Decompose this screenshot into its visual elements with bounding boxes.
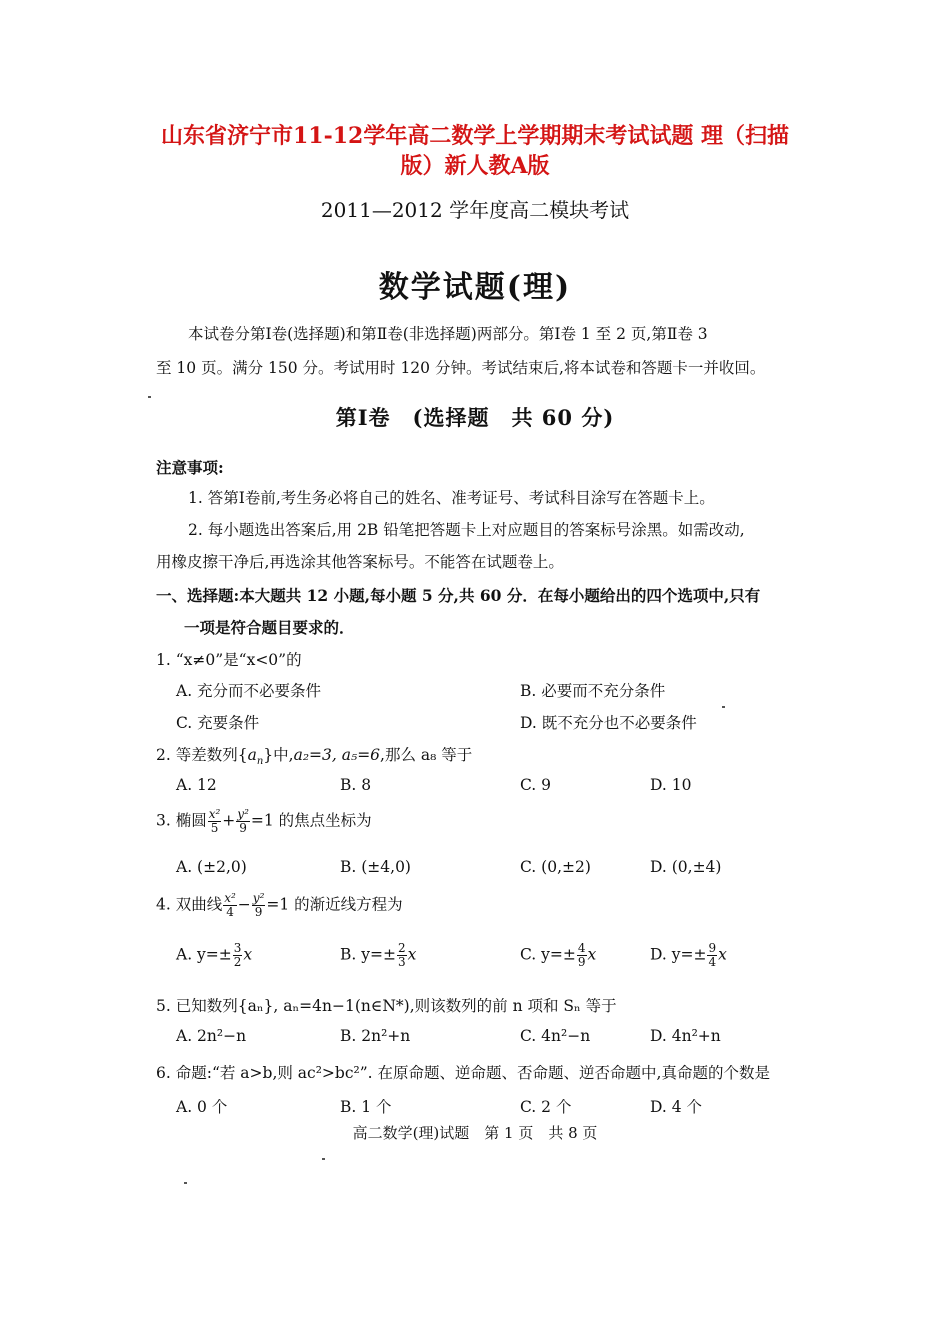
question-1-option-b: B. 必要而不充分条件: [520, 682, 666, 700]
question-6-stem: 6. 命题:“若 a>b,则 ac²>bc²”. 在原命题、逆命题、否命题、逆否命题中,真命题的个数是: [156, 1064, 770, 1082]
fraction: $\frac{\text{x²}}{4}$: [224, 891, 236, 919]
question-1-option-c: C. 充要条件: [176, 714, 260, 732]
scan-speck: [722, 706, 725, 708]
part1-instructions-line1: 一、选择题:本大题共 12 小题,每小题 5 分,共 60 分．在每小题给出的四个选项中,只有: [156, 586, 761, 605]
exam-main-title: 数学试题(理): [378, 270, 572, 305]
question-2-option-d: D. 10: [650, 776, 692, 794]
question-5-option-c: C. 4n²−n: [520, 1027, 591, 1045]
question-5-stem: 5. 已知数列{aₙ}, aₙ=4n−1(n∈N*),则该数列的前 n 项和 Sₙ 等于: [156, 997, 617, 1015]
question-4-option-a: A. y=± $\frac{3}{2}$ x: [176, 941, 253, 969]
question-3-option-d: D. (0,±4): [650, 858, 722, 876]
document-title-line2: 版）新人教A版: [400, 153, 550, 179]
question-5-option-d: D. 4n²+n: [650, 1027, 721, 1045]
question-6-option-c: C. 2 个: [520, 1098, 572, 1116]
part1-instructions-line2: 一项是符合题目要求的．: [184, 618, 355, 637]
fraction: $\frac{\text{y²}}{9}$: [252, 891, 265, 919]
question-4-option-d: D. y=± $\frac{9}{4}$ x: [650, 941, 727, 969]
question-6-option-d: D. 4 个: [650, 1098, 703, 1116]
note-item-2-line1: 2. 每小题选出答案后,用 2B 铅笔把答题卡上对应题目的答案标号涂黑。如需改动,: [188, 521, 745, 539]
section-title: 第Ⅰ卷 (选择题 共 60 分): [335, 405, 615, 430]
document-title-line1: 山东省济宁市11-12学年高二数学上学期期末考试试题 理（扫描: [160, 123, 790, 149]
question-3-stem: 3. 椭圆 $\frac{\text{x²}}{5}$ + $\frac{\text{y²}}{9}$ =1 的焦点坐标为: [156, 807, 372, 835]
question-5-option-a: A. 2n²−n: [176, 1027, 247, 1045]
intro-line2: 至 10 页。满分 150 分。考试用时 120 分钟。考试结束后,将本试卷和答题卡一并收回。: [156, 359, 766, 377]
notes-heading: 注意事项:: [156, 458, 224, 477]
question-3-option-a: A. (±2,0): [176, 858, 247, 876]
question-6-option-b: B. 1 个: [340, 1098, 392, 1116]
question-2-option-b: B. 8: [340, 776, 372, 794]
question-2-stem: 2. 等差数列$\{a_n\}$中,a₂=3, a₅=6,那么 a₈ 等于: [156, 746, 473, 768]
page-footer: 高二数学(理)试题 第 1 页 共 8 页: [352, 1124, 598, 1142]
fraction: $\frac{\text{x²}}{5}$: [208, 807, 221, 835]
question-3-option-b: B. (±4,0): [340, 858, 411, 876]
question-1-option-d: D. 既不充分也不必要条件: [520, 714, 697, 732]
question-1-option-a: A. 充分而不必要条件: [176, 682, 322, 700]
note-item-1: 1. 答第Ⅰ卷前,考生务必将自己的姓名、准考证号、考试科目涂写在答题卡上。: [188, 489, 715, 507]
question-6-option-a: A. 0 个: [176, 1098, 228, 1116]
fraction: $\frac{\text{y²}}{9}$: [237, 807, 249, 835]
question-1-stem: 1. “x≠0”是“x<0”的: [156, 651, 302, 669]
note-item-2-line2: 用橡皮擦干净后,再选涂其他答案标号。不能答在试题卷上。: [156, 553, 564, 571]
question-4-stem: 4. 双曲线 $\frac{\text{x²}}{4}$ − $\frac{\text{y²}}{9}$ =1 的渐近线方程为: [156, 891, 403, 919]
question-3-option-c: C. (0,±2): [520, 858, 591, 876]
scan-speck: [184, 1182, 187, 1184]
question-4-option-b: B. y=± $\frac{2}{3}$ x: [340, 941, 417, 969]
intro-line1: 本试卷分第Ⅰ卷(选择题)和第Ⅱ卷(非选择题)两部分。第Ⅰ卷 1 至 2 页,第Ⅱ卷 3: [188, 325, 708, 343]
exam-subtitle: 2011—2012 学年度高二模块考试: [320, 198, 630, 222]
question-5-option-b: B. 2n²+n: [340, 1027, 411, 1045]
scan-speck: [148, 396, 151, 398]
question-4-option-c: C. y=± $\frac{4}{9}$ x: [520, 941, 597, 969]
question-2-option-a: A. 12: [176, 776, 217, 794]
scan-speck: [322, 1158, 325, 1160]
question-2-option-c: C. 9: [520, 776, 552, 794]
